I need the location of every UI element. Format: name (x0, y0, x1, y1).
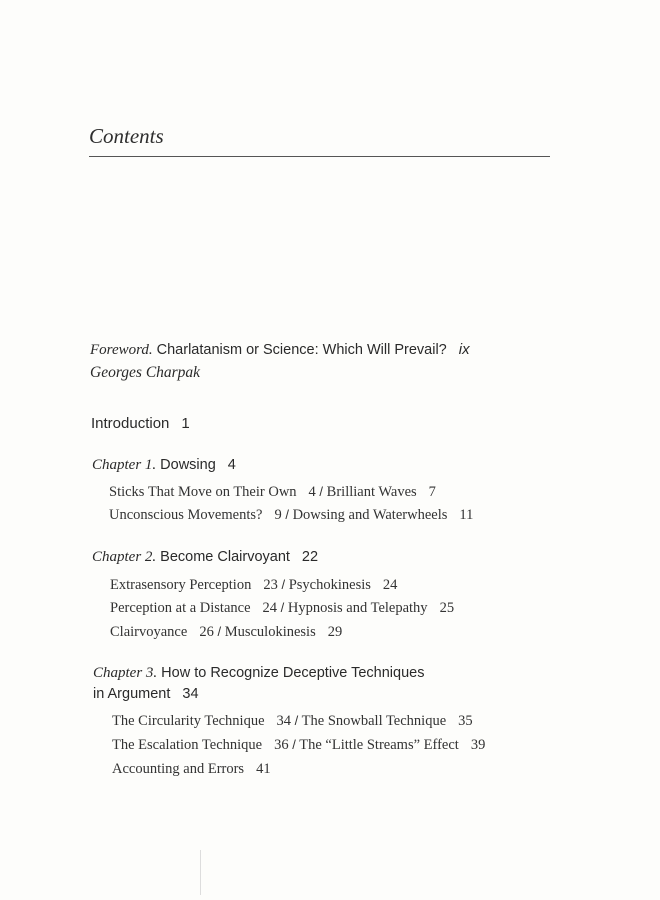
foreword-label: Foreword. (90, 342, 153, 358)
section-title: Musculokinesis (224, 624, 316, 640)
chapter-title-continued (93, 685, 199, 703)
section-title: Accounting and Errors (112, 761, 245, 777)
section-separator: / (285, 507, 289, 522)
section-title: Psychokinesis (288, 577, 371, 593)
section-line (112, 761, 271, 778)
section-title: Perception at a Distance (110, 600, 251, 616)
chapter-entry (93, 664, 424, 682)
section-page: 41 (256, 761, 271, 777)
section-page: 39 (470, 737, 486, 753)
section-title: Clairvoyance (110, 624, 188, 640)
foreword-page: ix (458, 341, 470, 358)
section-page: 25 (439, 600, 455, 616)
section-page: 24 (262, 600, 278, 616)
section-page: 26 (199, 624, 214, 640)
foreword-title: Charlatanism or Science: Which Will Prevail? (156, 342, 447, 358)
chapter-entry (92, 456, 236, 474)
section-separator: / (217, 624, 222, 639)
section-line (109, 484, 436, 501)
chapter-label: Chapter 1. (92, 457, 157, 473)
section-title: The “Little Streams” Effect (299, 737, 459, 753)
section-line (109, 507, 473, 524)
chapter-title: in Argument (93, 686, 171, 702)
chapter-entry (92, 548, 318, 566)
section-line (110, 577, 397, 594)
section-separator: / (280, 600, 285, 615)
foreword-entry (90, 341, 470, 359)
section-title: The Circularity Technique (112, 713, 265, 729)
chapter-title: Dowsing (160, 457, 216, 473)
section-page: 7 (428, 484, 436, 500)
section-page: 29 (327, 624, 343, 640)
section-title: Brilliant Waves (326, 484, 417, 500)
chapter-page: 22 (301, 549, 319, 565)
section-title: Sticks That Move on Their Own (109, 484, 297, 500)
section-title: Dowsing and Waterwheels (292, 507, 448, 523)
introduction-entry (91, 415, 190, 433)
chapter-title: Become Clairvoyant (160, 549, 290, 565)
section-separator: / (281, 577, 286, 592)
chapter-label: Chapter 2. (92, 549, 157, 565)
section-page: 23 (263, 577, 278, 593)
section-page: 24 (382, 577, 398, 593)
section-line (112, 737, 485, 754)
section-title: Unconscious Movements? (109, 507, 263, 523)
section-page: 4 (308, 484, 316, 500)
foreword-author: Georges Charpak (90, 364, 201, 381)
section-separator: / (292, 737, 296, 752)
section-page: 36 (274, 737, 289, 753)
section-page: 11 (459, 507, 474, 523)
section-title: The Escalation Technique (112, 737, 263, 753)
section-page: 34 (276, 713, 292, 729)
section-title: Extrasensory Perception (110, 577, 252, 593)
section-line (110, 600, 454, 617)
title-rule (89, 156, 550, 157)
page-crease (200, 850, 201, 895)
section-page: 35 (458, 713, 473, 729)
chapter-page: 34 (182, 686, 199, 702)
introduction-title: Introduction (91, 415, 170, 432)
section-separator: / (319, 484, 324, 499)
section-line (112, 713, 473, 730)
chapter-page: 4 (227, 457, 236, 473)
chapter-title: How to Recognize Deceptive Techniques (161, 665, 425, 681)
chapter-label: Chapter 3. (93, 665, 158, 681)
section-separator: / (294, 713, 299, 728)
page-title: Contents (89, 124, 164, 148)
introduction-page: 1 (181, 415, 190, 432)
section-page: 9 (274, 507, 282, 523)
section-title: The Snowball Technique (301, 713, 447, 729)
section-line (110, 624, 342, 641)
section-title: Hypnosis and Telepathy (287, 600, 428, 616)
